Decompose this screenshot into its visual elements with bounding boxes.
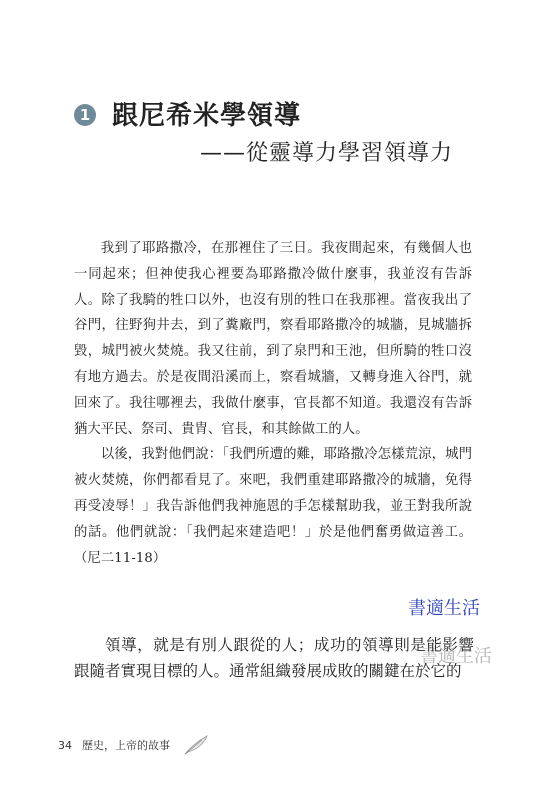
body-text (74, 632, 474, 684)
chapter-number-badge: 1 (74, 104, 96, 126)
page-number: 34 (58, 738, 72, 752)
scripture-quote (74, 236, 472, 571)
feather-icon (182, 734, 210, 756)
book-title: 歷史，上帝的故事 (82, 739, 170, 752)
scripture-paragraph: 我到了耶路撒冷，在那裡住了三日。我夜間起來，有幾個人也一同起來；但神使我心裡要為耶路撒冷做什麼事，我並沒有告訴人。除了我騎的牲口以外，也沒有別的牲口在我那裡。當夜我出了谷門，往野狗井去，到了糞廠門，察看耶路撒冷的城牆，見城牆拆毀，城門被火焚燒。我又往前，到了泉門和王池，但所騎的牲口沒有地方過去。於是夜間沿溪而上，察看城牆，又轉身進入谷門，就回來了。我往哪裡去，我做什麼事，官長都不知道。我還沒有告訴猶大平民、祭司、貴胄、官長，和其餘做工的人。 (74, 241, 472, 437)
chapter-title: 跟尼希米學領導 (112, 101, 302, 131)
page-footer (58, 734, 210, 756)
chapter-subtitle: ——從靈導力學習領導力 (200, 141, 454, 166)
scripture-paragraph: 以後，我對他們說：「我們所遭的難，耶路撒冷怎樣荒涼，城門被火焚燒，你們都看見了。來吧，我們重建耶路撒冷的城牆，免得再受凌辱！」我告訴他們我神施恩的手怎樣幫助我，並王對我所說的話。他們就說：「我們起來建造吧！」於是他們奮勇做這善工。（尼二11-18） (74, 447, 472, 566)
watermark-ghost: 書適生活 (420, 646, 492, 667)
watermark: 書適生活 (408, 598, 480, 619)
body-paragraph: 領導，就是有別人跟從的人；成功的領導則是能影響跟隨者實現目標的人。通常組織發展成敗的關鍵在於它的 (74, 636, 474, 680)
